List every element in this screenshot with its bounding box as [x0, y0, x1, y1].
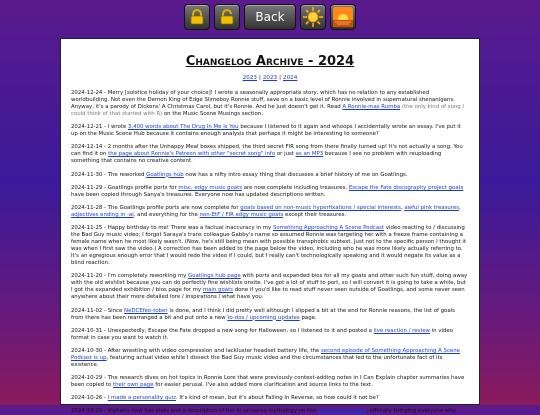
- changelog-entry: [71, 273, 469, 301]
- changelog-entry: [71, 90, 469, 118]
- entry-text: , and everything for the: [133, 211, 200, 218]
- entry-text: because I listened to it again and whoops I accidentally wrote an essay. I've put it up on the Music Scene Hub because it contains enough analysis that perhaps it might be interesting to someone?: [71, 124, 461, 138]
- entry-link[interactable]: adjectives ending in -al: [71, 211, 134, 218]
- year-nav: [71, 75, 469, 82]
- entry-text: in video format in case you want to watch it.: [71, 327, 454, 341]
- light-theme-button[interactable]: [300, 4, 326, 30]
- entry-text: , officially bringing everyone who: [366, 408, 456, 415]
- entry-text: 2024-10-31 - Unexpectedly, Escape the Fate dropped a new song for Halloween, so I listened to it and posted a: [71, 327, 374, 334]
- year-link-2024[interactable]: 2024: [283, 75, 298, 81]
- entry-link[interactable]: Goatlings hub: [146, 171, 184, 178]
- top-toolbar: [0, 0, 540, 34]
- entry-text: video reacting to / discussing the Bad Guy music video; I forgot Saraya's trans colleague Gabby's name so assumed Ronnie was targeting her with a freeze frame containing a female name when he most likely wasn't. (Now, he's still being mean with possible transphobic subtext. Just not to the specific person I thought it was when I first saw the video.) A correction has been added to the page below the video, including who he was more likely actually referring to. It's an egregious enough error that I would redo the video if I could, but I really can't technologically speaking and it would negate its value as a blind reaction.: [71, 225, 466, 267]
- year-separator: |: [258, 75, 261, 81]
- entry-text: 2024-10-29 - The research dives on hot topics in Ronnie Lore that were previously context-adding notes in I Can Explain chapter summaries have been copied to: [71, 375, 465, 389]
- back-button-label: Back: [255, 10, 285, 24]
- entry-link[interactable]: main goats: [202, 287, 233, 294]
- entry-link[interactable]: non-EtF / FIR edgy music goats: [199, 211, 284, 218]
- entry-text: ,: [459, 204, 461, 211]
- changelog-entry: [71, 408, 469, 415]
- entry-text: or just: [275, 151, 296, 158]
- entry-link[interactable]: goats based on non-music hyperfixations / special interests: [240, 204, 401, 211]
- entry-link[interactable]: Something Approaching A Scene Podcast: [273, 225, 385, 232]
- entry-text: are now complete including treasures.: [242, 184, 349, 191]
- page-title: Changelog Archive - 2024: [185, 54, 355, 69]
- entry-text: 2024-11-30 - The reworked: [71, 171, 147, 178]
- changelog-entry: [71, 205, 469, 219]
- entry-text: done if you'd like to read stuff never seen outside of Goatlings, and some never seen anywhere about their more detailed lore / inspirations / what have you.: [71, 287, 465, 301]
- changelog-entry: [71, 375, 469, 389]
- year-link-2023-b[interactable]: 2023: [262, 75, 278, 81]
- changelog-entry: [71, 144, 469, 165]
- entry-text: with ports and expanded bios for all my goats and other such fun stuff, doing away with the old wishlist because you can do perfectly fine wishlists onsite. I've got a lot of stuff to port, so I will convert it is going to take a while, but I got the expanded exhibition / bios page for my: [71, 273, 468, 294]
- entry-link[interactable]: awful pink treasures: [404, 204, 460, 211]
- changelog-entry: [71, 395, 469, 402]
- lock-icon: [190, 9, 204, 25]
- back-button[interactable]: [244, 4, 295, 30]
- entry-text: 2024-11-25 - Happy birthday to me! There was a factual inaccuracy in my: [71, 225, 274, 232]
- entry-text: 2024-11-02 - Since: [71, 307, 125, 314]
- entry-text: 2024-12-21 - I wrote: [71, 124, 128, 131]
- year-link-2023-a[interactable]: 2023: [242, 75, 257, 81]
- entry-text: is done, and I think I did pretty well although I slipped a bit at the end for Ronnie reasons, the list of goals from there has been rearranged a bit and put onto a new: [71, 307, 455, 321]
- entry-text: except their treasures.: [283, 211, 347, 218]
- entry-link[interactable]: to-dos / upcoming updates: [227, 314, 300, 321]
- entry-link[interactable]: the page about Ronnie's Patreon with other "secret song" info: [108, 151, 276, 158]
- year-separator: |: [279, 75, 282, 81]
- dark-theme-button[interactable]: [330, 4, 356, 30]
- entry-link[interactable]: NeDCEfeo-tober: [124, 307, 168, 314]
- entry-text: because I see no problem with reuploading something that contains no creative content.: [71, 151, 442, 165]
- entry-link[interactable]: misc. edgy music goats: [178, 184, 242, 191]
- entry-text: for easier perusal. I've also added more clarification and source links to the text.: [153, 382, 373, 389]
- entry-text: 2024-12-24 - Merry [solstice holiday of your choice]! I wrote a seasonally appropriate story, which has no relation to any established worldbuilding. Not even the Demon King of Edge Slimeboy Ronnie stuff, save on a basic level of Ronnie involved in supernatural shenanigans. Anyway, it's a parody of Dickens' A Christmas Carol, but it's Ronnie. And he just doesn't get it. Read: [71, 90, 455, 110]
- changelog-entry: [71, 185, 469, 199]
- entry-link[interactable]: Escape the Fate discography project goats: [348, 184, 464, 191]
- entry-text: page.: [299, 314, 317, 321]
- lock-button[interactable]: [184, 4, 210, 30]
- entry-link[interactable]: live reaction / review: [373, 327, 430, 334]
- entry-link[interactable]: second episode of Something Approaching A Scene Podcast is up: [71, 347, 460, 361]
- entry-link[interactable]: their own page: [112, 382, 154, 389]
- changelog-entry: [71, 124, 469, 138]
- content-panel: [60, 38, 480, 415]
- entry-link[interactable]: A Ronnie-mas Rumba: [342, 104, 401, 110]
- entry-text: 2024-11-20 - I'm completely reworking my: [71, 273, 188, 280]
- entry-text: . It's kind of mean, but it's about Falling In Reverse, so how could it not be?: [176, 395, 379, 402]
- entry-text: , featuring actual video while I dissect the Bad Guy music video and the circumstances that led to the unfortunate fact of its existence.: [71, 354, 443, 368]
- entry-text: have been copied through Sanya's treasures. Everyone now has updated descriptions written.: [71, 191, 326, 198]
- changelog-entry: [71, 308, 469, 322]
- entry-text: 2024-12-14 - 2 months after the Unhappy Meal boxes shipped, the third secret FIR song from there finally turned up! It's not actually a song. You can find it on: [71, 144, 463, 158]
- unlock-button[interactable]: [214, 4, 240, 30]
- entry-text: 2024-10-30 - After wrestling with video compression and lackluster headset battery life, the: [71, 347, 321, 354]
- unlock-icon: [220, 9, 234, 25]
- entry-text: 2024-10-26 -: [71, 395, 108, 402]
- changelog-entries: [71, 90, 469, 415]
- entry-link[interactable]: as an MP3: [295, 151, 324, 158]
- entry-text: 2024-11-29 - Goatlings profile ports for: [71, 184, 179, 191]
- changelog-entry: [71, 172, 469, 179]
- sunset-icon: [332, 6, 354, 28]
- entry-text: 2024-11-28 - The Goatlings profile ports are now complete for: [71, 204, 241, 211]
- entry-text: on the Music Scene Musings section.: [162, 111, 263, 117]
- entry-text: 2024-10-25 - Vipheriv now has stats and a description of her in-universe mythology on the: [71, 408, 318, 415]
- changelog-entry: [71, 328, 469, 342]
- entry-text: (the only kind of song I could think of that started with R): [71, 104, 465, 117]
- entry-link[interactable]: Goatlings hub page: [187, 273, 241, 280]
- changelog-entry: [71, 225, 469, 267]
- entry-link[interactable]: 3,400 words about The Drug In Me Is You: [127, 124, 239, 131]
- entry-text: now has a nifty intro essay thing that discusses a brief history of me on Goatlings.: [183, 171, 408, 178]
- changelog-entry: [71, 348, 469, 369]
- entry-link[interactable]: Incarnations page: [317, 408, 367, 415]
- sun-icon: [302, 6, 324, 28]
- entry-text: ,: [400, 204, 405, 211]
- entry-link[interactable]: I made a personality quiz: [107, 395, 176, 402]
